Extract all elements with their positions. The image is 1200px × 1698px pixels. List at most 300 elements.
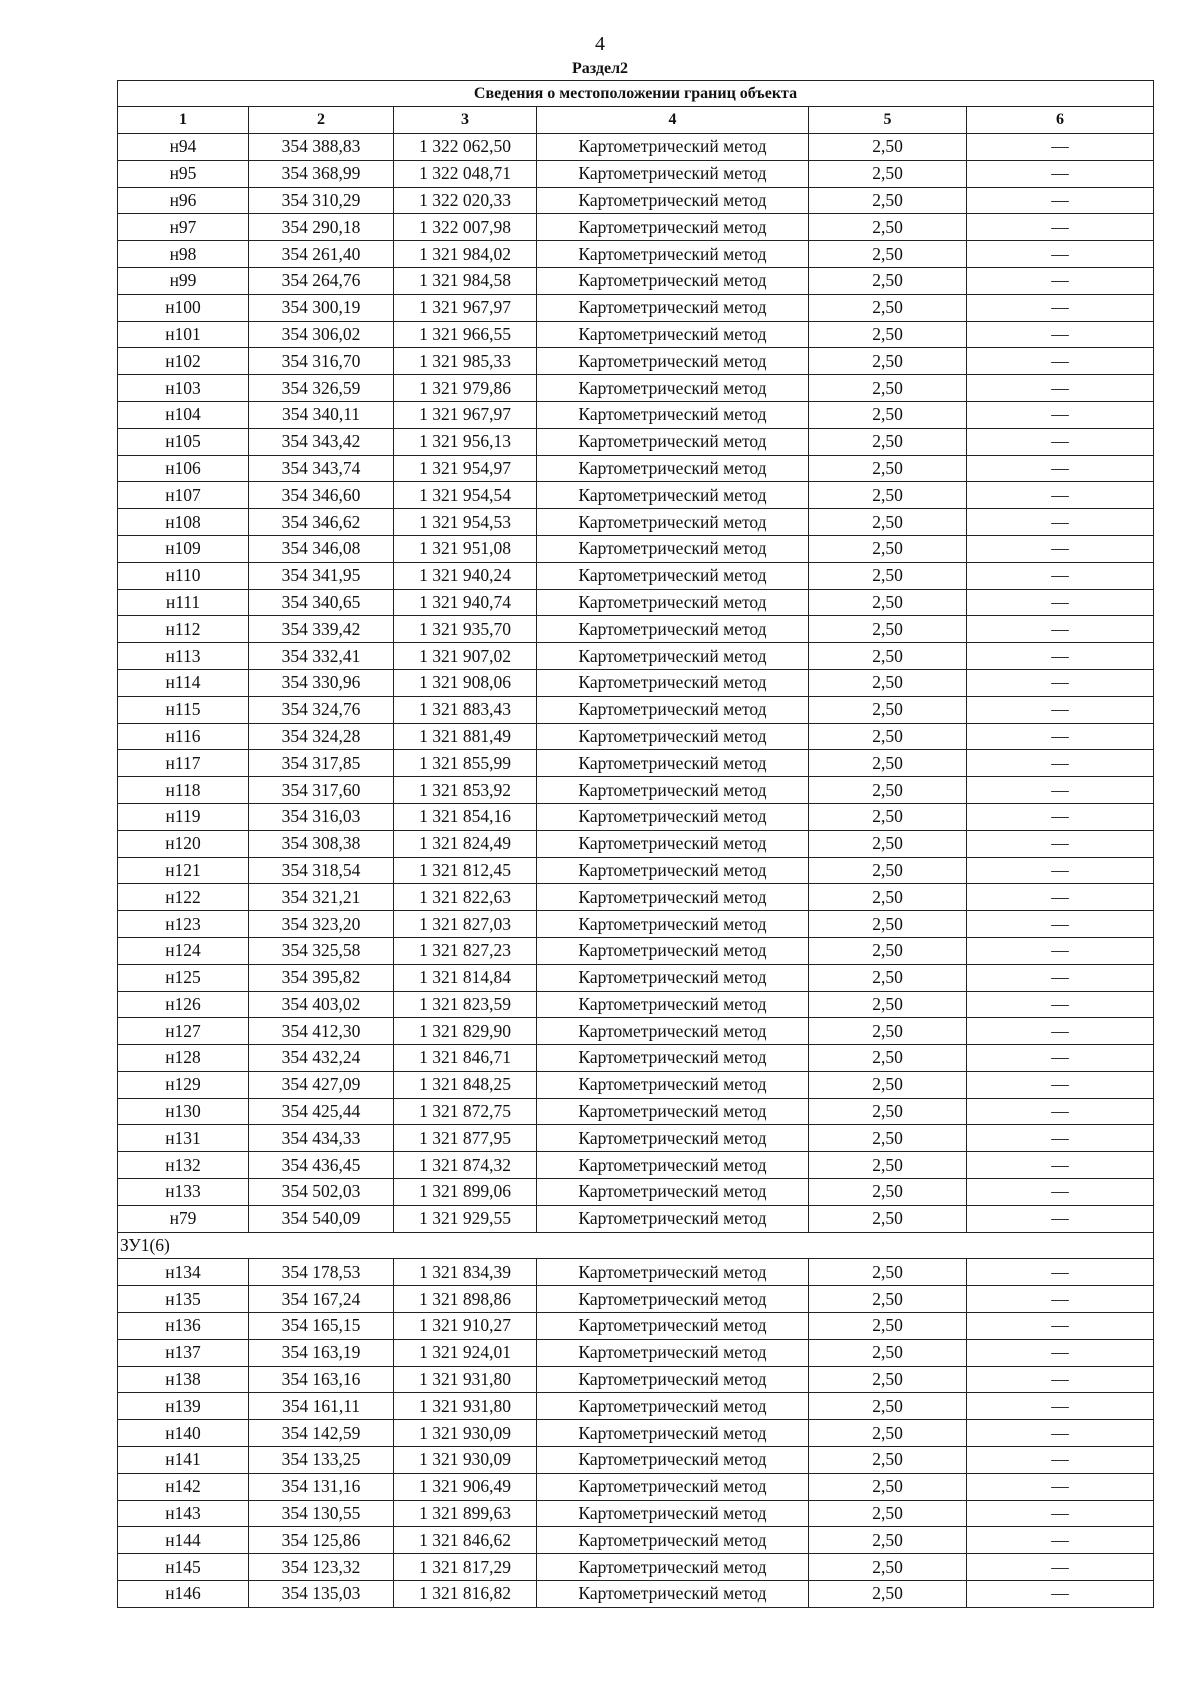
- point-name-cell: н132: [118, 1152, 249, 1179]
- coord-y-cell: 1 321 929,55: [394, 1205, 537, 1232]
- table-row: [118, 1313, 1154, 1340]
- accuracy-cell: 2,50: [809, 562, 967, 589]
- table-row: [118, 1447, 1154, 1474]
- point-name-cell: н128: [118, 1045, 249, 1072]
- method-cell: Картометрический метод: [537, 964, 809, 991]
- method-cell: Картометрический метод: [537, 830, 809, 857]
- description-cell: —: [967, 777, 1154, 804]
- point-name-cell: н124: [118, 937, 249, 964]
- column-header: 2: [249, 107, 394, 134]
- table-row: [118, 1420, 1154, 1447]
- method-cell: Картометрический метод: [537, 455, 809, 482]
- coord-y-cell: 1 321 954,54: [394, 482, 537, 509]
- method-cell: Картометрический метод: [537, 348, 809, 375]
- point-name-cell: н105: [118, 428, 249, 455]
- method-cell: Картометрический метод: [537, 1447, 809, 1474]
- method-cell: Картометрический метод: [537, 643, 809, 670]
- point-name-cell: н110: [118, 562, 249, 589]
- column-header: 1: [118, 107, 249, 134]
- description-cell: —: [967, 482, 1154, 509]
- accuracy-cell: 2,50: [809, 1313, 967, 1340]
- method-cell: Картометрический метод: [537, 884, 809, 911]
- table-row: [118, 964, 1154, 991]
- point-name-cell: н115: [118, 696, 249, 723]
- coord-y-cell: 1 321 930,09: [394, 1420, 537, 1447]
- table-row: [118, 214, 1154, 241]
- coord-x-cell: 354 310,29: [249, 187, 394, 214]
- method-cell: Картометрический метод: [537, 1527, 809, 1554]
- accuracy-cell: 2,50: [809, 1339, 967, 1366]
- coord-x-cell: 354 368,99: [249, 160, 394, 187]
- description-cell: —: [967, 911, 1154, 938]
- description-cell: —: [967, 750, 1154, 777]
- coord-x-cell: 354 318,54: [249, 857, 394, 884]
- method-cell: Картометрический метод: [537, 241, 809, 268]
- column-header: 3: [394, 107, 537, 134]
- method-cell: Картометрический метод: [537, 1205, 809, 1232]
- method-cell: Картометрический метод: [537, 803, 809, 830]
- table-row: [118, 241, 1154, 268]
- coord-y-cell: 1 321 827,03: [394, 911, 537, 938]
- method-cell: Картометрический метод: [537, 187, 809, 214]
- coord-y-cell: 1 321 935,70: [394, 616, 537, 643]
- table-row: [118, 509, 1154, 536]
- point-name-cell: н113: [118, 643, 249, 670]
- table-row: [118, 321, 1154, 348]
- accuracy-cell: 2,50: [809, 1259, 967, 1286]
- accuracy-cell: 2,50: [809, 1527, 967, 1554]
- point-name-cell: н125: [118, 964, 249, 991]
- method-cell: Картометрический метод: [537, 911, 809, 938]
- point-name-cell: н97: [118, 214, 249, 241]
- table-row: [118, 1527, 1154, 1554]
- accuracy-cell: 2,50: [809, 241, 967, 268]
- coord-x-cell: 354 540,09: [249, 1205, 394, 1232]
- table-row: [118, 1071, 1154, 1098]
- description-cell: —: [967, 321, 1154, 348]
- description-cell: —: [967, 562, 1154, 589]
- coord-x-cell: 354 317,60: [249, 777, 394, 804]
- coord-x-cell: 354 178,53: [249, 1259, 394, 1286]
- coord-y-cell: 1 321 985,33: [394, 348, 537, 375]
- method-cell: Картометрический метод: [537, 616, 809, 643]
- description-cell: —: [967, 535, 1154, 562]
- coord-y-cell: 1 321 829,90: [394, 1018, 537, 1045]
- description-cell: —: [967, 964, 1154, 991]
- coord-x-cell: 354 316,03: [249, 803, 394, 830]
- point-name-cell: н100: [118, 294, 249, 321]
- point-name-cell: н142: [118, 1473, 249, 1500]
- coord-x-cell: 354 343,74: [249, 455, 394, 482]
- accuracy-cell: 2,50: [809, 535, 967, 562]
- point-name-cell: н79: [118, 1205, 249, 1232]
- coord-y-cell: 1 321 827,23: [394, 937, 537, 964]
- table-row: [118, 455, 1154, 482]
- point-name-cell: н117: [118, 750, 249, 777]
- coord-x-cell: 354 324,28: [249, 723, 394, 750]
- accuracy-cell: 2,50: [809, 803, 967, 830]
- table-row: [118, 562, 1154, 589]
- description-cell: —: [967, 241, 1154, 268]
- description-cell: —: [967, 401, 1154, 428]
- accuracy-cell: 2,50: [809, 777, 967, 804]
- point-name-cell: н131: [118, 1125, 249, 1152]
- coord-y-cell: 1 321 817,29: [394, 1554, 537, 1581]
- table-row: [118, 1473, 1154, 1500]
- coord-y-cell: 1 321 816,82: [394, 1581, 537, 1608]
- table-row: [118, 482, 1154, 509]
- table-row: [118, 1366, 1154, 1393]
- table-row: [118, 134, 1154, 161]
- coord-x-cell: 354 308,38: [249, 830, 394, 857]
- point-name-cell: н135: [118, 1286, 249, 1313]
- table-row: [118, 1179, 1154, 1206]
- accuracy-cell: 2,50: [809, 375, 967, 402]
- table-row: [118, 616, 1154, 643]
- accuracy-cell: 2,50: [809, 455, 967, 482]
- coord-x-cell: 354 165,15: [249, 1313, 394, 1340]
- point-name-cell: н104: [118, 401, 249, 428]
- method-cell: Картометрический метод: [537, 1366, 809, 1393]
- coord-x-cell: 354 330,96: [249, 669, 394, 696]
- table-row: [118, 1098, 1154, 1125]
- coord-x-cell: 354 325,58: [249, 937, 394, 964]
- table-row: [118, 803, 1154, 830]
- coord-x-cell: 354 324,76: [249, 696, 394, 723]
- table-row: [118, 777, 1154, 804]
- table-row: [118, 1205, 1154, 1232]
- coord-x-cell: 354 434,33: [249, 1125, 394, 1152]
- group-label: ЗУ1(6): [118, 1232, 1154, 1259]
- method-cell: Картометрический метод: [537, 1018, 809, 1045]
- point-name-cell: н114: [118, 669, 249, 696]
- coord-x-cell: 354 340,65: [249, 589, 394, 616]
- point-name-cell: н133: [118, 1179, 249, 1206]
- table-row: [118, 669, 1154, 696]
- point-name-cell: н144: [118, 1527, 249, 1554]
- point-name-cell: н96: [118, 187, 249, 214]
- point-name-cell: н101: [118, 321, 249, 348]
- point-name-cell: н140: [118, 1420, 249, 1447]
- coord-x-cell: 354 346,62: [249, 509, 394, 536]
- method-cell: Картометрический метод: [537, 482, 809, 509]
- coord-x-cell: 354 502,03: [249, 1179, 394, 1206]
- accuracy-cell: 2,50: [809, 991, 967, 1018]
- coord-y-cell: 1 321 812,45: [394, 857, 537, 884]
- table-row: [118, 589, 1154, 616]
- table-row: [118, 375, 1154, 402]
- table-row: [118, 643, 1154, 670]
- coord-y-cell: 1 321 877,95: [394, 1125, 537, 1152]
- table-row: [118, 294, 1154, 321]
- coord-y-cell: 1 321 954,53: [394, 509, 537, 536]
- coord-y-cell: 1 321 966,55: [394, 321, 537, 348]
- coord-x-cell: 354 436,45: [249, 1152, 394, 1179]
- table-row: [118, 1259, 1154, 1286]
- point-name-cell: н122: [118, 884, 249, 911]
- coord-y-cell: 1 321 906,49: [394, 1473, 537, 1500]
- accuracy-cell: 2,50: [809, 1045, 967, 1072]
- description-cell: —: [967, 937, 1154, 964]
- coord-x-cell: 354 131,16: [249, 1473, 394, 1500]
- method-cell: Картометрический метод: [537, 696, 809, 723]
- method-cell: Картометрический метод: [537, 267, 809, 294]
- description-cell: —: [967, 1447, 1154, 1474]
- description-cell: —: [967, 1366, 1154, 1393]
- accuracy-cell: 2,50: [809, 669, 967, 696]
- table-row: [118, 723, 1154, 750]
- accuracy-cell: 2,50: [809, 1500, 967, 1527]
- method-cell: Картометрический метод: [537, 1554, 809, 1581]
- coord-x-cell: 354 290,18: [249, 214, 394, 241]
- table-row: [118, 160, 1154, 187]
- point-name-cell: н119: [118, 803, 249, 830]
- method-cell: Картометрический метод: [537, 375, 809, 402]
- coord-y-cell: 1 322 048,71: [394, 160, 537, 187]
- accuracy-cell: 2,50: [809, 1179, 967, 1206]
- table-row: [118, 830, 1154, 857]
- coord-x-cell: 354 300,19: [249, 294, 394, 321]
- coord-y-cell: 1 321 834,39: [394, 1259, 537, 1286]
- coord-y-cell: 1 321 940,24: [394, 562, 537, 589]
- accuracy-cell: 2,50: [809, 1152, 967, 1179]
- method-cell: Картометрический метод: [537, 294, 809, 321]
- coord-x-cell: 354 341,95: [249, 562, 394, 589]
- point-name-cell: н94: [118, 134, 249, 161]
- point-name-cell: н129: [118, 1071, 249, 1098]
- coord-y-cell: 1 321 931,80: [394, 1393, 537, 1420]
- coord-x-cell: 354 332,41: [249, 643, 394, 670]
- point-name-cell: н109: [118, 535, 249, 562]
- table-row: [118, 401, 1154, 428]
- method-cell: Картометрический метод: [537, 1473, 809, 1500]
- accuracy-cell: 2,50: [809, 401, 967, 428]
- method-cell: Картометрический метод: [537, 1581, 809, 1608]
- description-cell: —: [967, 643, 1154, 670]
- coord-y-cell: 1 321 984,02: [394, 241, 537, 268]
- point-name-cell: н145: [118, 1554, 249, 1581]
- accuracy-cell: 2,50: [809, 1393, 967, 1420]
- coord-y-cell: 1 321 931,80: [394, 1366, 537, 1393]
- method-cell: Картометрический метод: [537, 1152, 809, 1179]
- point-name-cell: н126: [118, 991, 249, 1018]
- point-name-cell: н98: [118, 241, 249, 268]
- point-name-cell: н118: [118, 777, 249, 804]
- coord-y-cell: 1 321 979,86: [394, 375, 537, 402]
- method-cell: Картометрический метод: [537, 1179, 809, 1206]
- coord-x-cell: 354 130,55: [249, 1500, 394, 1527]
- coord-x-cell: 354 264,76: [249, 267, 394, 294]
- description-cell: —: [967, 830, 1154, 857]
- coord-y-cell: 1 322 020,33: [394, 187, 537, 214]
- description-cell: —: [967, 803, 1154, 830]
- description-cell: —: [967, 589, 1154, 616]
- table-caption: Сведения о местоположении границ объекта: [118, 81, 1154, 107]
- description-cell: —: [967, 1098, 1154, 1125]
- column-header: 6: [967, 107, 1154, 134]
- point-name-cell: н146: [118, 1581, 249, 1608]
- accuracy-cell: 2,50: [809, 1473, 967, 1500]
- method-cell: Картометрический метод: [537, 1071, 809, 1098]
- point-name-cell: н123: [118, 911, 249, 938]
- description-cell: —: [967, 134, 1154, 161]
- description-cell: —: [967, 723, 1154, 750]
- table-row: [118, 1581, 1154, 1608]
- coord-y-cell: 1 321 930,09: [394, 1447, 537, 1474]
- method-cell: Картометрический метод: [537, 214, 809, 241]
- accuracy-cell: 2,50: [809, 696, 967, 723]
- description-cell: —: [967, 884, 1154, 911]
- method-cell: Картометрический метод: [537, 1045, 809, 1072]
- description-cell: —: [967, 214, 1154, 241]
- accuracy-cell: 2,50: [809, 294, 967, 321]
- accuracy-cell: 2,50: [809, 1286, 967, 1313]
- description-cell: —: [967, 1581, 1154, 1608]
- coord-y-cell: 1 321 846,62: [394, 1527, 537, 1554]
- description-cell: —: [967, 1527, 1154, 1554]
- method-cell: Картометрический метод: [537, 1125, 809, 1152]
- method-cell: Картометрический метод: [537, 428, 809, 455]
- point-name-cell: н121: [118, 857, 249, 884]
- accuracy-cell: 2,50: [809, 187, 967, 214]
- table-group-row: [118, 1232, 1154, 1259]
- accuracy-cell: 2,50: [809, 160, 967, 187]
- description-cell: —: [967, 1259, 1154, 1286]
- coord-x-cell: 354 339,42: [249, 616, 394, 643]
- section-title: Раздел2: [571, 60, 629, 77]
- point-name-cell: н127: [118, 1018, 249, 1045]
- method-cell: Картометрический метод: [537, 1420, 809, 1447]
- coord-x-cell: 354 261,40: [249, 241, 394, 268]
- accuracy-cell: 2,50: [809, 267, 967, 294]
- accuracy-cell: 2,50: [809, 1098, 967, 1125]
- accuracy-cell: 2,50: [809, 214, 967, 241]
- table-row: [118, 937, 1154, 964]
- coord-y-cell: 1 321 824,49: [394, 830, 537, 857]
- coord-y-cell: 1 321 984,58: [394, 267, 537, 294]
- method-cell: Картометрический метод: [537, 1393, 809, 1420]
- coord-y-cell: 1 321 910,27: [394, 1313, 537, 1340]
- method-cell: Картометрический метод: [537, 134, 809, 161]
- coord-x-cell: 354 346,08: [249, 535, 394, 562]
- description-cell: —: [967, 669, 1154, 696]
- coord-x-cell: 354 395,82: [249, 964, 394, 991]
- table-row: [118, 1018, 1154, 1045]
- accuracy-cell: 2,50: [809, 911, 967, 938]
- method-cell: Картометрический метод: [537, 562, 809, 589]
- method-cell: Картометрический метод: [537, 535, 809, 562]
- coord-x-cell: 354 123,32: [249, 1554, 394, 1581]
- point-name-cell: н111: [118, 589, 249, 616]
- description-cell: —: [967, 1205, 1154, 1232]
- method-cell: Картометрический метод: [537, 1313, 809, 1340]
- table-row: [118, 1152, 1154, 1179]
- accuracy-cell: 2,50: [809, 1125, 967, 1152]
- coord-y-cell: 1 321 823,59: [394, 991, 537, 1018]
- accuracy-cell: 2,50: [809, 321, 967, 348]
- description-cell: —: [967, 1071, 1154, 1098]
- coord-x-cell: 354 125,86: [249, 1527, 394, 1554]
- point-name-cell: н107: [118, 482, 249, 509]
- coord-y-cell: 1 321 881,49: [394, 723, 537, 750]
- method-cell: Картометрический метод: [537, 669, 809, 696]
- description-cell: —: [967, 348, 1154, 375]
- method-cell: Картометрический метод: [537, 321, 809, 348]
- coord-y-cell: 1 321 814,84: [394, 964, 537, 991]
- coord-x-cell: 354 323,20: [249, 911, 394, 938]
- method-cell: Картометрический метод: [537, 857, 809, 884]
- point-name-cell: н95: [118, 160, 249, 187]
- method-cell: Картометрический метод: [537, 1098, 809, 1125]
- method-cell: Картометрический метод: [537, 777, 809, 804]
- accuracy-cell: 2,50: [809, 750, 967, 777]
- method-cell: Картометрический метод: [537, 1259, 809, 1286]
- description-cell: —: [967, 1125, 1154, 1152]
- accuracy-cell: 2,50: [809, 1366, 967, 1393]
- column-header: 5: [809, 107, 967, 134]
- table-row: [118, 696, 1154, 723]
- coord-x-cell: 354 133,25: [249, 1447, 394, 1474]
- accuracy-cell: 2,50: [809, 643, 967, 670]
- description-cell: —: [967, 1420, 1154, 1447]
- table-body: [118, 134, 1154, 1608]
- point-name-cell: н106: [118, 455, 249, 482]
- method-cell: Картометрический метод: [537, 160, 809, 187]
- coord-x-cell: 354 412,30: [249, 1018, 394, 1045]
- table-row: [118, 750, 1154, 777]
- coord-x-cell: 354 316,70: [249, 348, 394, 375]
- coord-x-cell: 354 432,24: [249, 1045, 394, 1072]
- coord-y-cell: 1 321 846,71: [394, 1045, 537, 1072]
- coord-x-cell: 354 340,11: [249, 401, 394, 428]
- coord-x-cell: 354 142,59: [249, 1420, 394, 1447]
- accuracy-cell: 2,50: [809, 830, 967, 857]
- coord-x-cell: 354 388,83: [249, 134, 394, 161]
- point-name-cell: н143: [118, 1500, 249, 1527]
- method-cell: Картометрический метод: [537, 589, 809, 616]
- accuracy-cell: 2,50: [809, 884, 967, 911]
- coord-y-cell: 1 321 907,02: [394, 643, 537, 670]
- point-name-cell: н99: [118, 267, 249, 294]
- coord-y-cell: 1 321 967,97: [394, 294, 537, 321]
- description-cell: —: [967, 1393, 1154, 1420]
- description-cell: —: [967, 1313, 1154, 1340]
- accuracy-cell: 2,50: [809, 1071, 967, 1098]
- description-cell: —: [967, 1500, 1154, 1527]
- coord-x-cell: 354 163,19: [249, 1339, 394, 1366]
- method-cell: Картометрический метод: [537, 937, 809, 964]
- coord-y-cell: 1 322 007,98: [394, 214, 537, 241]
- table-row: [118, 535, 1154, 562]
- coord-y-cell: 1 321 899,63: [394, 1500, 537, 1527]
- table-row: [118, 911, 1154, 938]
- table-row: [118, 348, 1154, 375]
- point-name-cell: н130: [118, 1098, 249, 1125]
- accuracy-cell: 2,50: [809, 616, 967, 643]
- coord-x-cell: 354 306,02: [249, 321, 394, 348]
- table-row: [118, 1125, 1154, 1152]
- table-row: [118, 991, 1154, 1018]
- description-cell: —: [967, 509, 1154, 536]
- accuracy-cell: 2,50: [809, 134, 967, 161]
- description-cell: —: [967, 616, 1154, 643]
- table-row: [118, 1339, 1154, 1366]
- coord-y-cell: 1 321 956,13: [394, 428, 537, 455]
- point-name-cell: н120: [118, 830, 249, 857]
- description-cell: —: [967, 428, 1154, 455]
- coord-x-cell: 354 346,60: [249, 482, 394, 509]
- accuracy-cell: 2,50: [809, 1554, 967, 1581]
